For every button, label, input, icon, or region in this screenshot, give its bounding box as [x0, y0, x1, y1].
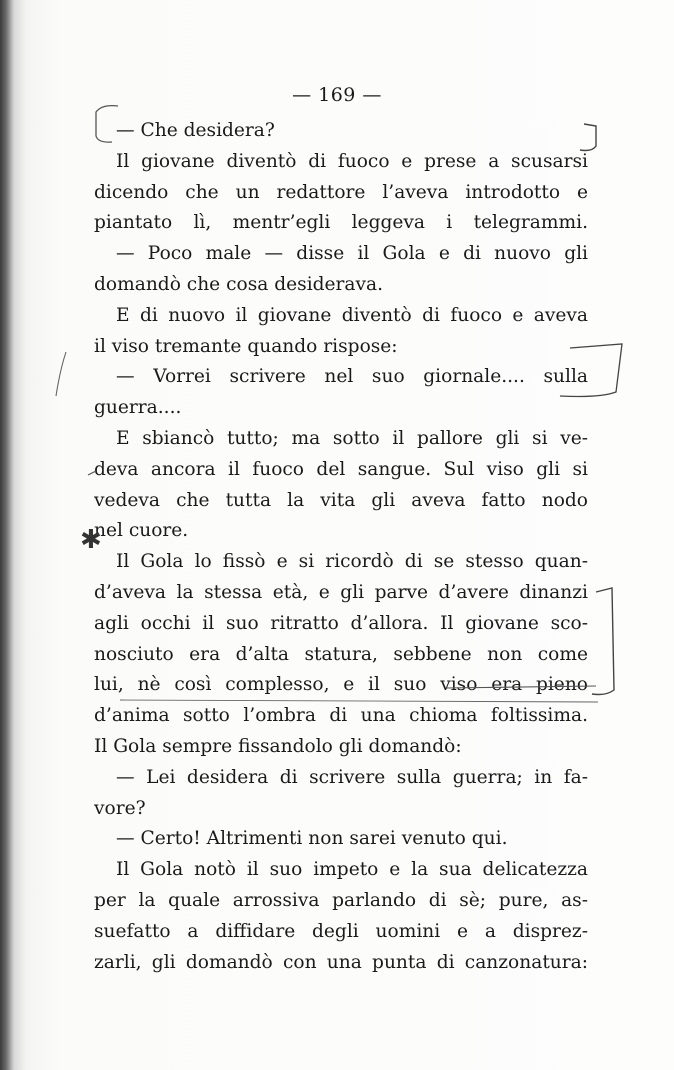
page-number: — 169 — [292, 84, 382, 106]
body-text [94, 116, 588, 978]
text-line: dicendo che un redattore l’aveva introdotto e [94, 181, 588, 203]
text-line: domandò che cosa desiderava. [94, 273, 384, 295]
text-line: — Poco male — disse il Gola e di nuovo gli [116, 243, 588, 265]
text-line: Il Gola lo fissò e si ricordò di se stesso quan- [116, 551, 588, 573]
text-line: nel cuore. [94, 520, 189, 542]
text-line: Il Gola sempre fissandolo gli domandò: [94, 735, 462, 757]
text-line: per la quale arrossiva parlando di sè; pure, as- [94, 889, 588, 911]
text-line: Il Gola notò il suo impeto e la sua delicatezza [116, 859, 588, 881]
text-line: d’anima sotto l’ombra di una chioma foltissima. [94, 705, 588, 727]
text-line: deva ancora il fuoco del sangue. Sul viso gli si [94, 458, 588, 480]
text-line: zarli, gli domandò con una punta di canzonatura: [94, 951, 588, 973]
text-line: Il giovane diventò di fuoco e prese a scusarsi [116, 150, 588, 172]
text-line: — Lei desidera di scrivere sulla guerra; in fa- [116, 766, 588, 788]
text-line: guerra.... [94, 397, 182, 419]
text-line: vedeva che tutta la vita gli aveva fatto nodo [94, 489, 588, 511]
text-line: E di nuovo il giovane diventò di fuoco e aveva [116, 304, 588, 326]
text-line: — Che desidera? [116, 120, 275, 141]
asterisk-mark: ✱ [80, 525, 102, 555]
text-line: agli occhi il suo ritratto d’allora. Il giovane sco- [94, 612, 588, 634]
text-line: suefatto a diffidare degli uomini e a disprez- [94, 920, 588, 942]
margin-line-mark [592, 588, 614, 695]
text-line: vore? [94, 797, 146, 819]
text-line: piantato lì, mentr’egli leggeva i telegrammi. [94, 212, 588, 234]
text-line: d’aveva la stessa età, e gli parve d’avere dinanzi [94, 581, 588, 603]
text-line: — Certo! Altrimenti non sarei venuto qui. [116, 828, 508, 850]
text-line: — Vorrei scrivere nel suo giornale.... sulla [116, 366, 588, 388]
text-line: nosciuto era d’alta statura, sebbene non come [94, 643, 588, 665]
text-line: il viso tremante quando rispose: [94, 335, 398, 357]
text-line: E sbiancò tutto; ma sotto il pallore gli si ve- [116, 427, 588, 449]
text-line: lui, nè così complesso, e il suo viso era pieno [94, 674, 588, 696]
margin-stroke-mark [56, 352, 66, 396]
